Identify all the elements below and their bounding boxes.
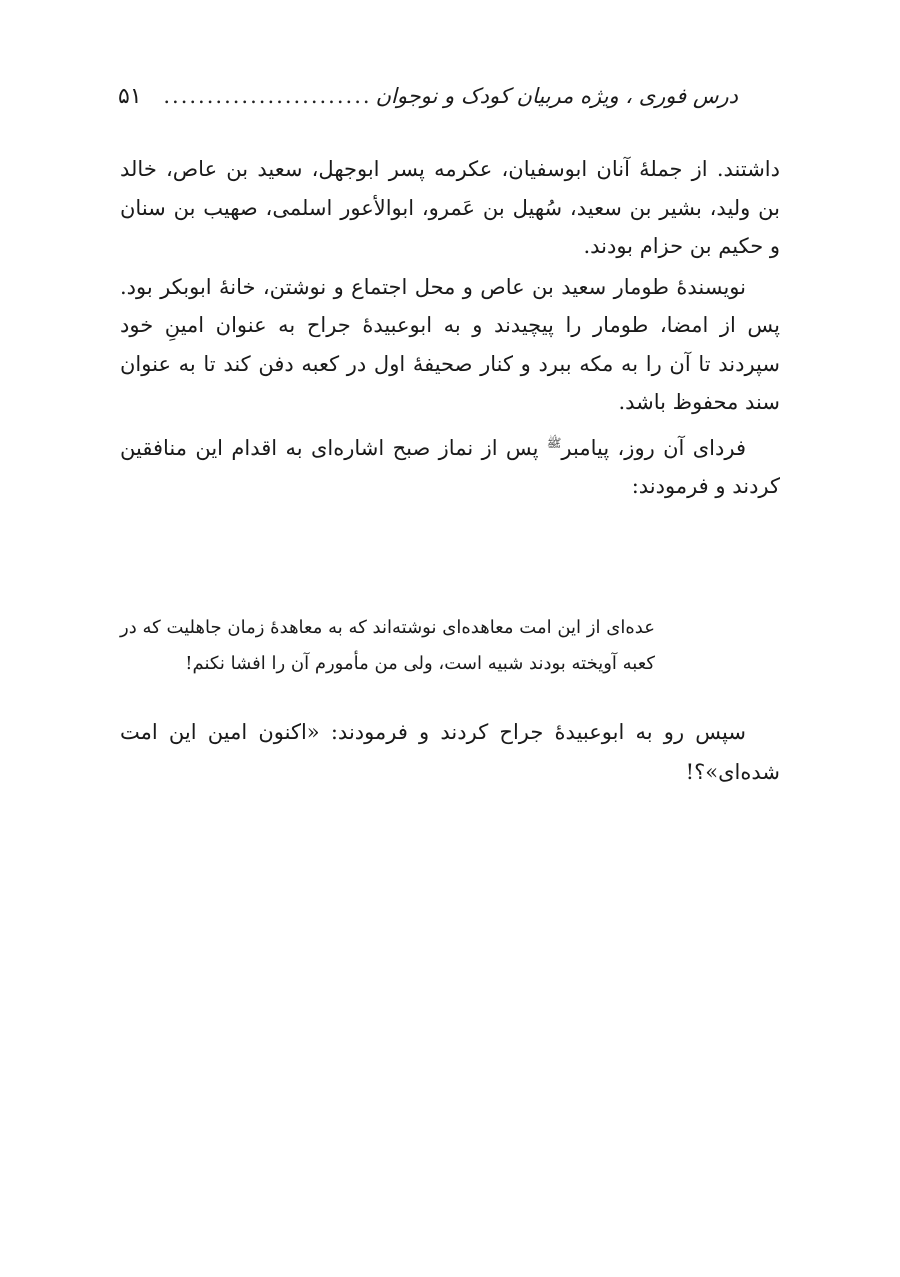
block-quote bbox=[120, 610, 655, 682]
quote-text: عده‌ای از این امت معاهده‌ای نوشته‌اند که به معاهدهٔ زمان جاهلیت که در کعبه آویخته بودند شبیه است، ولی من مأمورم آن را افشا نکنم! bbox=[120, 617, 655, 674]
closing-paragraph bbox=[120, 712, 780, 792]
page-number: ۵۱ bbox=[118, 84, 142, 109]
body-text bbox=[120, 150, 780, 508]
book-title: درس فوری ، ویژه مربیان کودک و نوجوان bbox=[375, 84, 738, 108]
paragraph-2: نویسندهٔ طومار سعید بن عاص و محل اجتماع و نوشتن، خانهٔ ابوبکر بود. پس از امضا، طومار را پیچیدند و به ابوعبیدهٔ جراح به عنوان امینِ خود سپردند تا آن را به مکه ببرد و کنار صحیفهٔ اول در کعبه دفن کند تا به عنوان سند محفوظ باشد. bbox=[120, 274, 780, 414]
running-header bbox=[118, 84, 738, 124]
paragraph-3-prefix: فردای آن روز، پیامبر bbox=[561, 435, 746, 460]
leader-dots: ........................ bbox=[163, 84, 372, 108]
paragraph-3 bbox=[120, 424, 780, 506]
paragraph-1: داشتند. از جملهٔ آنان ابوسفیان، عکرمه پسر ابوجهل، سعید بن عاص، خالد بن ولید، بشیر بن سعید، سُهیل بن عَمرو، ابوالأعور اسلمی، صهیب بن سنان و حکیم بن حزام بودند. bbox=[120, 157, 780, 258]
honorific-mark: ﷺ bbox=[546, 435, 562, 450]
closing-text: سپس رو به ابوعبیدهٔ جراح کردند و فرمودند: «اکنون امین این امت شده‌ای»؟! bbox=[120, 720, 780, 784]
paragraph-3-rest: پس از نماز صبح اشاره‌ای به اقدام این منافقین کردند و فرمودند: bbox=[120, 435, 780, 498]
